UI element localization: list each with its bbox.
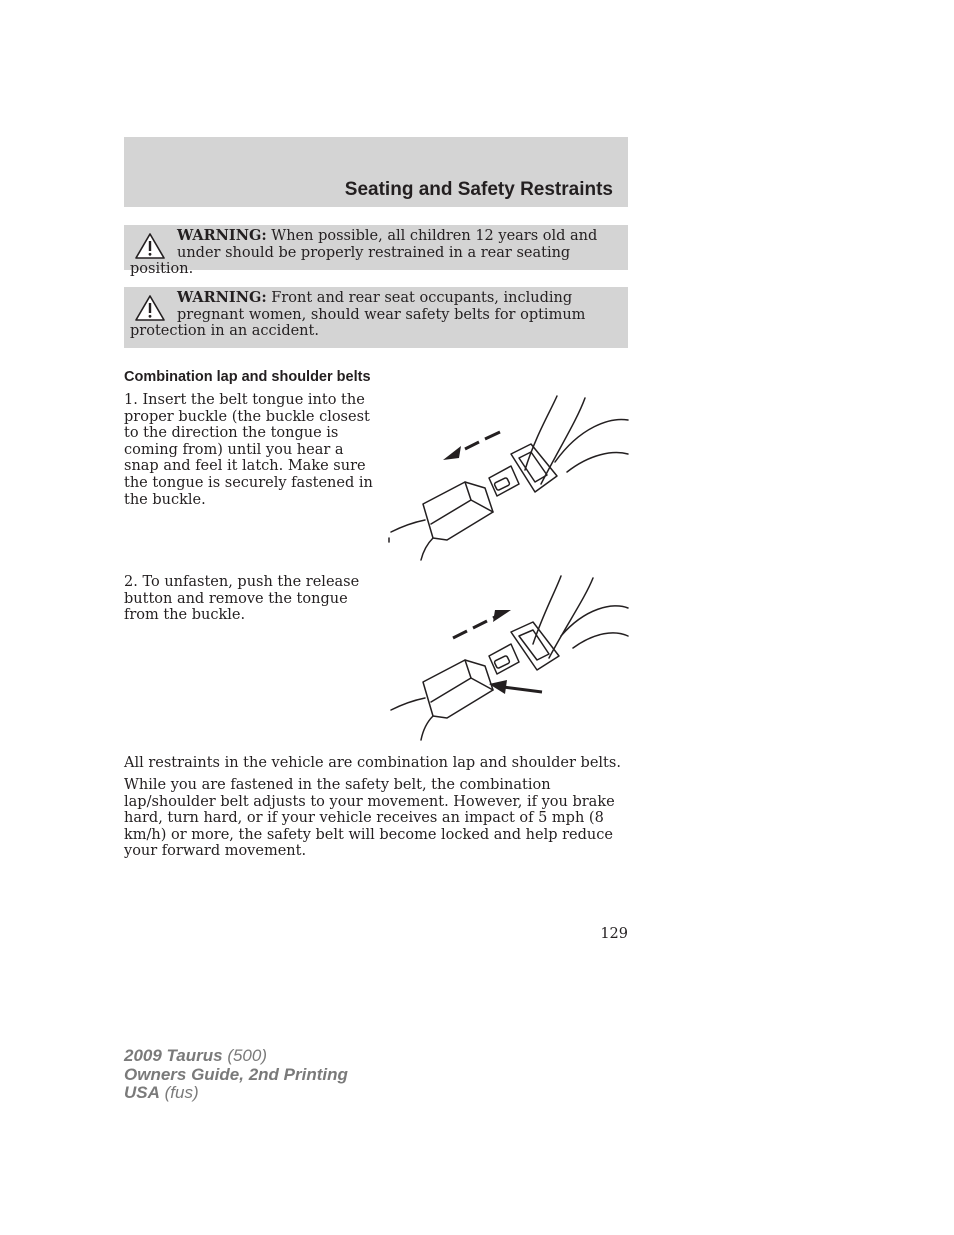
step-2-text: 2. To unfasten, push the release button and remove the tongue from the buckle. [124,574,360,624]
body-paragraph-1: All restraints in the vehicle are combination lap and shoulder belts. [124,755,621,771]
footer-market: USA [124,1083,160,1102]
warning-label: WARNING: [177,289,267,306]
warning-label: WARNING: [177,227,267,244]
belt-insert-illustration [385,392,630,564]
footer-model: 2009 Taurus [124,1046,223,1065]
warning-text: When possible, all children 12 years old and under should be properly restrained in a rear seating position. [130,228,598,278]
page-number: 129 [600,926,628,942]
body-paragraph-2: While you are fastened in the safety belt, the combination lap/shoulder belt adjusts to your movement. However, if you brake hard, turn hard, or if your vehicle receives an impact of 5 mph (8 km/h) or more, the safety belt will become locked and help reduce your forward movement. [124,777,615,860]
subheading: Combination lap and shoulder belts [124,369,371,385]
footer-market-code: (fus) [159,1083,199,1102]
warning-box-children [124,225,628,278]
belt-release-illustration [385,574,630,746]
footer-guide-printing: Owners Guide, 2nd Printing [124,1064,348,1084]
footer-edition-info [124,1047,348,1103]
header-band [124,137,628,207]
warning-triangle-icon [134,232,166,260]
step-1-text: 1. Insert the belt tongue into the proper buckle (the buckle closest to the direction the tongue is coming from) until you hear a snap and feel it latch. Make sure the tongue is securely fastened in the buckle. [124,392,373,508]
footer-model-code: (500) [222,1046,268,1065]
warning-text: Front and rear seat occupants, including pregnant women, should wear safety belts for optimum protection in an accident. [130,290,586,340]
section-title: Seating and Safety Restraints [344,179,613,200]
warning-box-occupants [124,287,628,348]
warning-triangle-icon [134,294,166,322]
